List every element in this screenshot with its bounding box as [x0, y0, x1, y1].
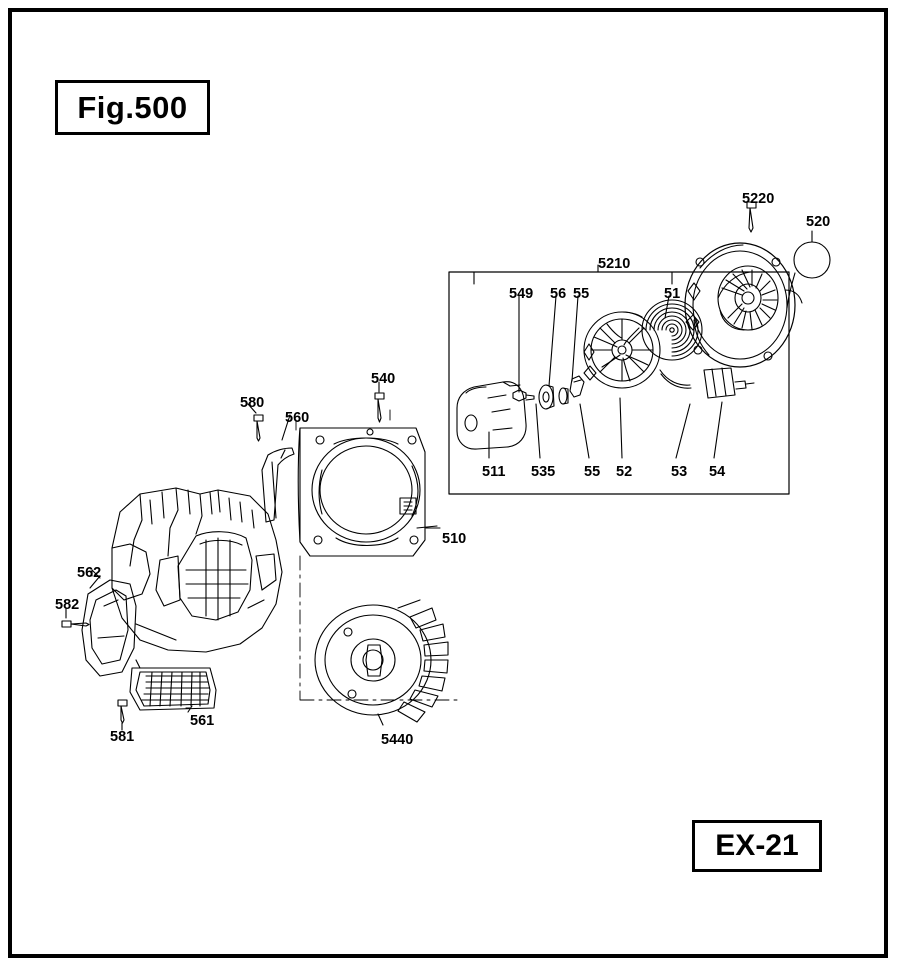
callout-520: 520: [806, 214, 831, 230]
callout-560: 560: [285, 410, 310, 426]
callout-53: 53: [671, 464, 688, 480]
callout-55-bottom: 55: [584, 464, 601, 480]
callout-51: 51: [664, 286, 681, 302]
figure-number-box: [55, 80, 210, 135]
callout-561: 561: [190, 713, 215, 729]
callout-5210: 5210: [598, 256, 631, 272]
figure-number-label: Fig.500: [77, 89, 188, 125]
callout-5440: 5440: [381, 732, 414, 748]
callout-549: 549: [509, 286, 534, 302]
callout-562: 562: [77, 565, 102, 581]
model-number-label: EX-21: [715, 829, 799, 862]
callout-511: 511: [482, 464, 506, 480]
callout-52: 52: [616, 464, 633, 480]
callout-581: 581: [110, 729, 135, 745]
callout-55-top: 55: [573, 286, 590, 302]
callout-535: 535: [531, 464, 556, 480]
callout-56: 56: [550, 286, 567, 302]
callout-540: 540: [371, 371, 396, 387]
callout-580: 580: [240, 395, 265, 411]
callout-582: 582: [55, 597, 80, 613]
callout-54: 54: [709, 464, 726, 480]
callout-510: 510: [442, 531, 467, 547]
callout-5220: 5220: [742, 191, 775, 207]
page-border: [8, 8, 888, 958]
model-number-box: [692, 820, 822, 872]
